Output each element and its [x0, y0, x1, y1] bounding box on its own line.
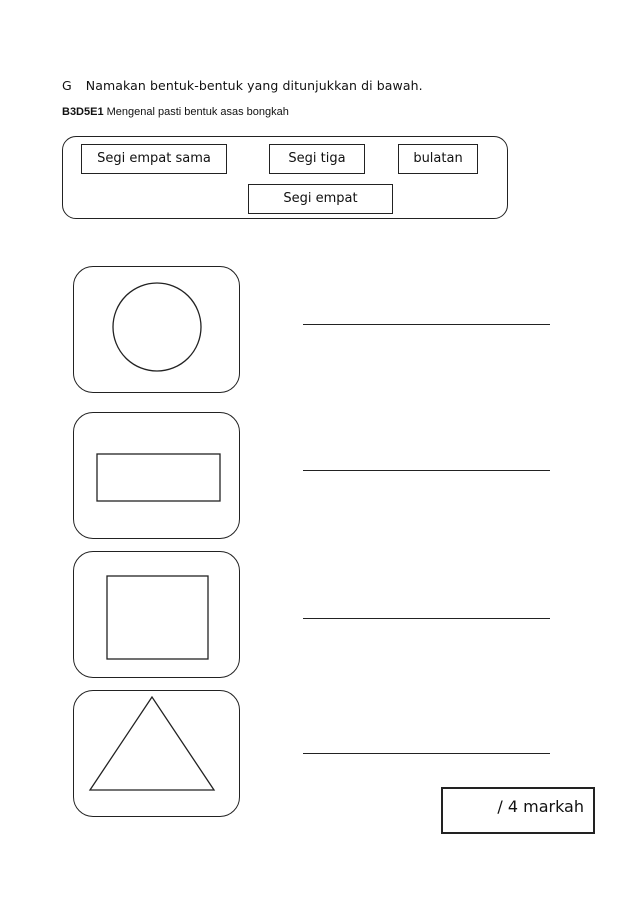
shape-card-4 [73, 690, 240, 817]
square-icon [74, 552, 241, 679]
rectangle-icon [74, 413, 241, 540]
score-box: / 4 markah [441, 787, 595, 834]
answer-line-2[interactable] [303, 470, 550, 471]
shape-card-1 [73, 266, 240, 393]
circle-icon [74, 267, 241, 394]
word-bank [62, 136, 508, 219]
triangle-icon [74, 691, 241, 818]
answer-line-4[interactable] [303, 753, 550, 754]
skill-standard [62, 106, 289, 118]
answer-line-3[interactable] [303, 618, 550, 619]
word-bank-item: Segi empat sama [81, 144, 227, 174]
instruction-text: Namakan bentuk-bentuk yang ditunjukkan di bawah. [85, 78, 423, 93]
word-bank-item: Segi tiga [269, 144, 365, 174]
section-letter: G [62, 78, 72, 93]
shape-card-2 [73, 412, 240, 539]
answer-line-1[interactable] [303, 324, 550, 325]
word-bank-item: bulatan [398, 144, 478, 174]
instruction [62, 78, 423, 93]
shape-card-3 [73, 551, 240, 678]
skill-code: B3D5E1 [62, 106, 104, 118]
skill-text: Mengenal pasti bentuk asas bongkah [106, 106, 289, 118]
word-bank-item: Segi empat [248, 184, 393, 214]
